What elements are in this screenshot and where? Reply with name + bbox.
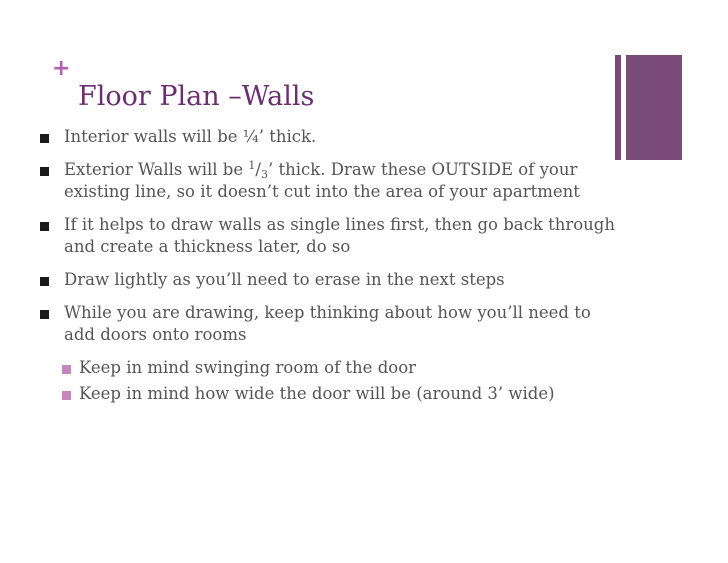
square-bullet-icon — [40, 222, 49, 231]
bullet-text-part: ’ thick. Draw these OUTSIDE of your existing line, so it doesn’t cut into the area of your apartment — [64, 160, 580, 201]
plus-icon: + — [52, 56, 71, 81]
bullet-item — [36, 214, 616, 258]
bullet-text-part: ’ thick. — [258, 127, 317, 146]
bullet-item — [36, 269, 616, 291]
square-bullet-icon — [40, 310, 49, 319]
fraction-quarter: ¼ — [242, 127, 259, 146]
fraction-numerator: 1 — [248, 159, 256, 172]
square-subbullet-icon — [62, 391, 71, 400]
square-bullet-icon — [40, 134, 49, 143]
bullet-item — [36, 302, 616, 346]
bullet-text: While you are drawing, keep thinking about how you’ll need to add doors onto rooms — [64, 303, 591, 344]
sub-bullet-text: Keep in mind swinging room of the door — [79, 358, 417, 377]
slide-title: Floor Plan –Walls — [78, 81, 315, 112]
bullet-text: If it helps to draw walls as single lines first, then go back through and create a thickness later, do so — [64, 215, 615, 256]
bullet-item — [36, 159, 616, 203]
sub-bullet-item — [36, 357, 616, 379]
bullet-text-part: Interior walls will be — [64, 127, 243, 146]
bullet-text — [64, 127, 316, 146]
square-bullet-icon — [40, 277, 49, 286]
sub-bullet-text: Keep in mind how wide the door will be (around 3’ wide) — [79, 384, 555, 403]
square-subbullet-icon — [62, 365, 71, 374]
bullet-text-part: Exterior Walls will be — [64, 160, 249, 179]
square-bullet-icon — [40, 167, 49, 176]
bullet-list — [36, 126, 616, 413]
sub-bullet-item — [36, 383, 616, 405]
fraction-denominator: 3 — [260, 168, 268, 181]
fraction-slash: / — [255, 160, 261, 179]
accent-bar-thick — [626, 55, 682, 160]
bullet-text: Draw lightly as you’ll need to erase in the next steps — [64, 270, 505, 289]
bullet-text — [64, 160, 580, 201]
bullet-item — [36, 126, 616, 148]
